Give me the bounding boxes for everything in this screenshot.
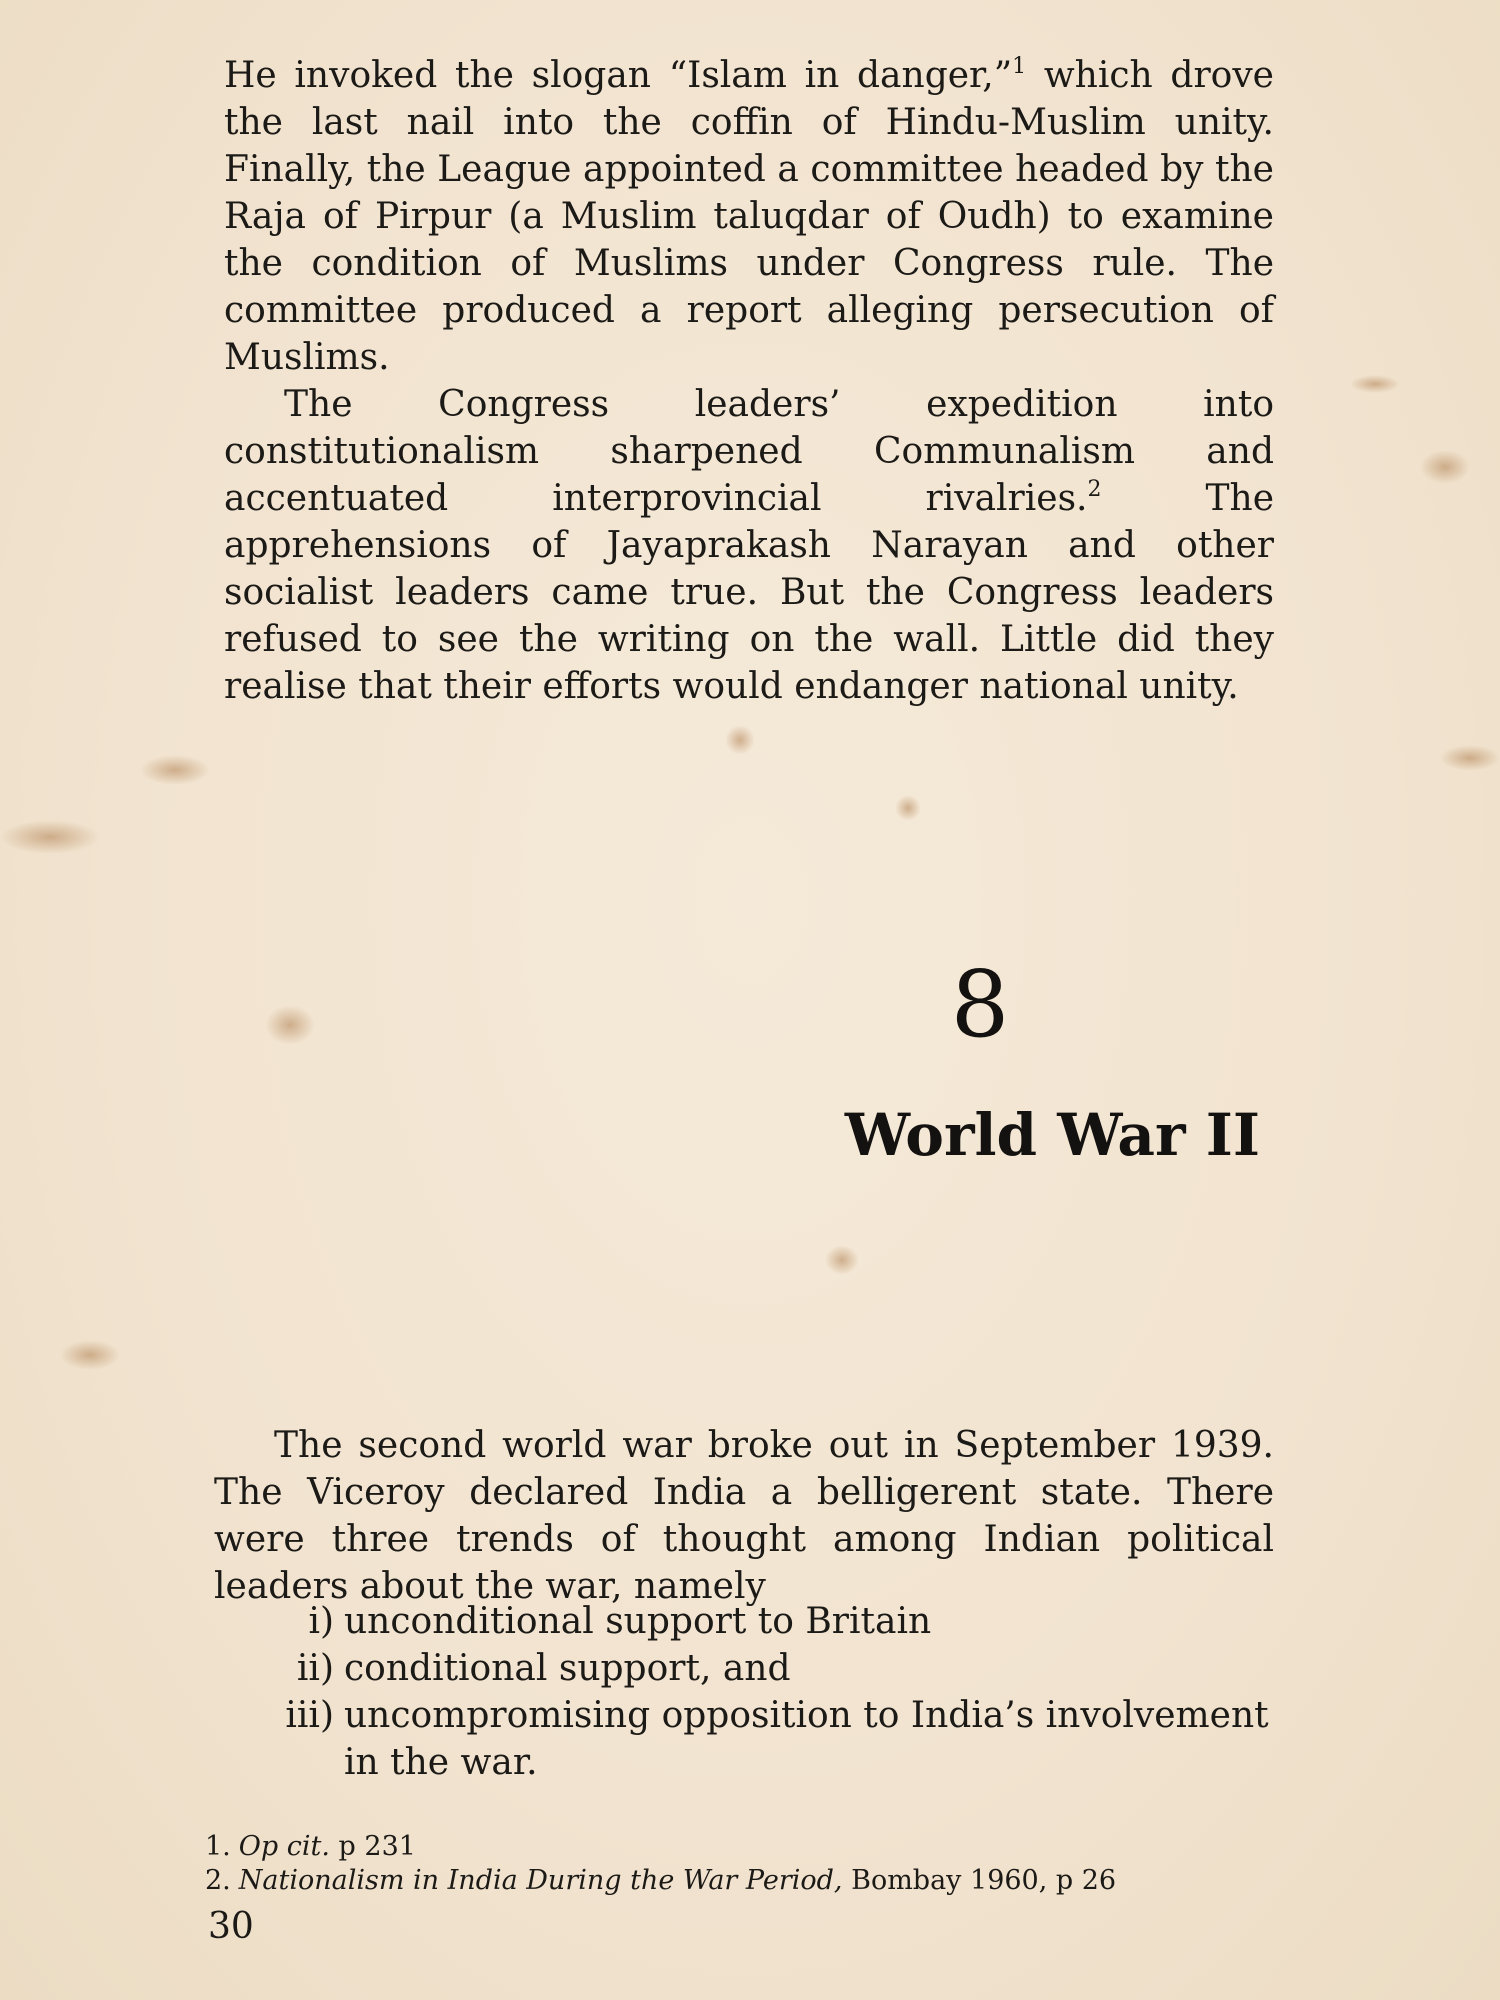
list-item: [224, 1645, 1274, 1692]
paper-stain: [1440, 745, 1500, 771]
chapter-text-block: [214, 1422, 1274, 1610]
paragraph-2-lead: The Congress leaders’ expedition into constitutionalism sharpened Communalism and accentuated interprovincial rivalries.: [224, 384, 1274, 519]
list-item-text: uncompromising opposition to India’s involvement in the war.: [344, 1695, 1269, 1783]
footnote-1: [205, 1830, 1265, 1864]
paper-stain: [1420, 450, 1470, 484]
footnote-source: Nationalism in India During the War Period,: [238, 1865, 843, 1896]
footnote-number: 2.: [205, 1865, 231, 1896]
top-text-block: [224, 52, 1274, 710]
footnote-detail: p 231: [329, 1831, 416, 1862]
footnote-source: Op cit.: [238, 1831, 330, 1862]
paper-stain: [895, 795, 921, 821]
list-item-number: i): [308, 1601, 334, 1642]
list-item-number: iii): [285, 1695, 334, 1736]
paragraph-1-rest: which drove the last nail into the coffin of Hindu-Muslim unity. Finally, the League appointed a committee headed by the Raja of Pirpur (a Muslim taluqdar of Oudh) to examine the condition of Muslims under Congress rule. The committee produced a report alleging persecution of Muslims.: [224, 55, 1274, 378]
paper-stain: [1350, 375, 1400, 393]
page-number: 30: [208, 1906, 254, 1947]
footnote-detail: Bombay 1960, p 26: [842, 1865, 1117, 1896]
paper-stain: [60, 1340, 120, 1370]
footnotes: [205, 1830, 1265, 1898]
chapter-number: 8: [950, 951, 1010, 1058]
footnote-ref-1: 1: [1012, 54, 1027, 79]
paper-stain: [825, 1245, 859, 1275]
footnote-ref-2: 2: [1087, 477, 1102, 502]
list-item-text: unconditional support to Britain: [344, 1601, 932, 1642]
list-item-text: conditional support, and: [344, 1648, 791, 1689]
footnote-2: [205, 1864, 1265, 1898]
paper-stain: [140, 755, 210, 785]
paper-stain: [0, 820, 100, 854]
list-item-number: ii): [296, 1648, 334, 1689]
trends-list: [224, 1598, 1274, 1786]
paper-stain: [725, 725, 755, 755]
paragraph-1: [224, 52, 1274, 381]
paper-stain: [265, 1005, 315, 1045]
paragraph-2: [224, 381, 1274, 710]
chapter-title: World War II: [844, 1101, 1260, 1169]
paragraph-1-lead: He invoked the slogan “Islam in danger,”: [224, 55, 1013, 96]
list-item: [224, 1598, 1274, 1645]
paragraph-2-rest: The apprehensions of Jayaprakash Narayan and other socialist leaders came true. But the Congress leaders refused to see the writing on the wall. Little did they realise that their efforts would endanger national unity.: [224, 478, 1275, 707]
list-item: [224, 1692, 1274, 1786]
paragraph-3: The second world war broke out in September 1939. The Viceroy declared India a belligerent state. There were three trends of thought among Indian political leaders about the war, namely: [214, 1425, 1274, 1607]
footnote-number: 1.: [205, 1831, 231, 1862]
